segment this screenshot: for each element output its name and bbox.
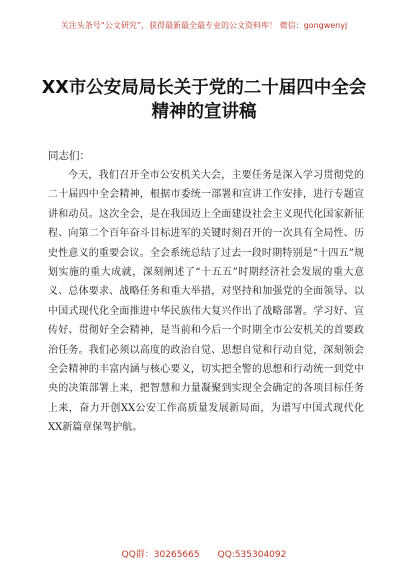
body-paragraph: 今天，我们召开全市公安机关大会，主要任务是深入学习贯彻党的二十届四中全会精神，根据市委统一部署和宣讲工作安排，进行专题宣讲和动员。这次全会，是在我国迈上全面建设社会主义现代化国家新征程、向第二个百年奋斗目标进军的关键时刻召开的一次具有全局性、历史性意义的重要会议。全会系统总结了过去一段时期特别是“十四五”规划实施的重大成就，深刻阐述了“十五五”时期经济社会发展的重大意义、总体要求、战略任务和重大举措，对坚持和加强党的全面领导、以中国式现代化全面推进中华民族伟大复兴作出了战略部署。学习好、宣传好、贯彻好全会精神，是当前和今后一个时期全市公安机关的首要政治任务。我们必须以高度的政治自觉、思想自觉和行动自觉，深刻领会全会精神的丰富内涵与核心要义，切实把全警的思想和行动统一到党中央的决策部署上来，把智慧和力量凝聚到实现全会确定的各项目标任务上来，奋力开创XX公安工作高质量发展新局面，为谱写中国式现代化XX新篇章保驾护航。 [48,170,364,434]
footer-contact [0,547,408,560]
footer-qq: QQ:535304092 [217,550,287,560]
header-promo-note: 关注头条号“公文研究”，获得最新最全最专业的公文资料库！ 微信：gongwenyj [60,21,348,30]
document-title: XX市公安局局长关于党的二十届四中全会精神的宣讲稿 [41,78,367,122]
salutation: 同志们： [48,150,90,162]
footer-qq-group: QQ群：30265665 [121,550,200,560]
